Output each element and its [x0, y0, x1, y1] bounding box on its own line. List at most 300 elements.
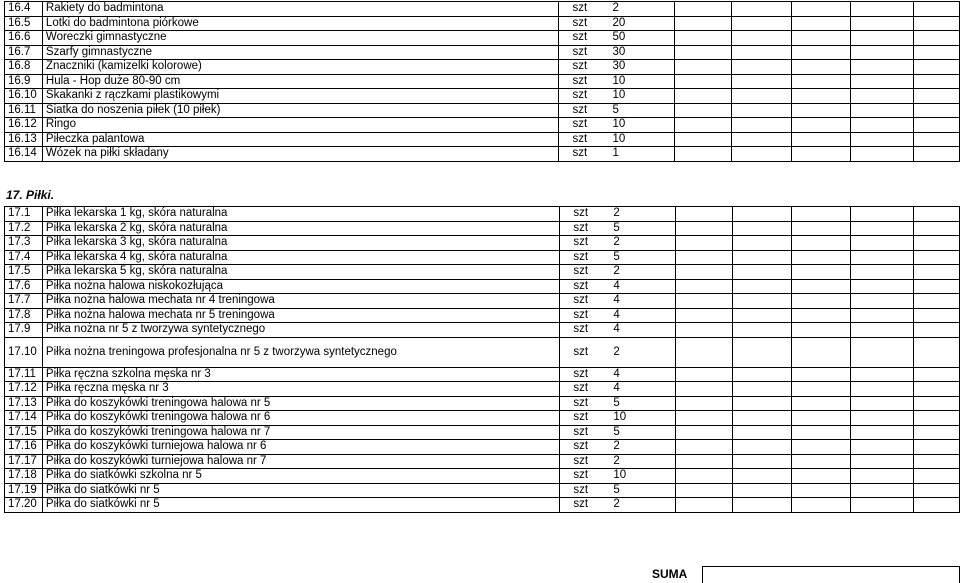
empty-cell[interactable] — [914, 74, 960, 89]
empty-cell[interactable] — [851, 265, 914, 280]
item-name: Ringo — [42, 118, 558, 133]
empty-cell[interactable] — [851, 440, 914, 455]
empty-cell[interactable] — [792, 498, 851, 513]
item-unit: szt — [560, 308, 602, 323]
empty-cell[interactable] — [732, 118, 791, 133]
empty-cell[interactable] — [675, 279, 732, 294]
empty-cell[interactable] — [732, 45, 791, 60]
empty-cell[interactable] — [791, 103, 850, 118]
table-row — [5, 31, 960, 46]
empty-cell[interactable] — [851, 308, 914, 323]
table-row — [5, 74, 960, 89]
item-unit: szt — [560, 207, 602, 222]
item-number: 16.7 — [5, 45, 43, 60]
empty-cell[interactable] — [675, 469, 732, 484]
empty-cell[interactable] — [914, 279, 960, 294]
empty-cell[interactable] — [914, 367, 960, 382]
empty-cell[interactable] — [675, 396, 732, 411]
item-number: 17.12 — [5, 382, 43, 397]
item-name: Piłka lekarska 2 kg, skóra naturalna — [42, 221, 559, 236]
empty-cell[interactable] — [851, 132, 914, 147]
empty-cell[interactable] — [851, 294, 914, 309]
empty-cell[interactable] — [732, 221, 791, 236]
empty-cell[interactable] — [851, 2, 914, 17]
empty-cell[interactable] — [732, 207, 791, 222]
item-name: Skakanki z rączkami plastikowymi — [42, 89, 558, 104]
suma-label: SUMA — [652, 567, 688, 581]
item-quantity: 20 — [600, 16, 674, 31]
item-quantity: 4 — [601, 279, 675, 294]
empty-cell[interactable] — [792, 265, 851, 280]
empty-cell[interactable] — [791, 89, 850, 104]
empty-cell[interactable] — [675, 132, 732, 147]
table-row — [5, 45, 960, 60]
item-number: 17.19 — [5, 483, 43, 498]
item-quantity: 10 — [600, 132, 674, 147]
item-name: Piłka ręczna szkolna męska nr 3 — [42, 367, 559, 382]
item-number: 17.18 — [5, 469, 43, 484]
empty-cell[interactable] — [675, 207, 732, 222]
empty-cell[interactable] — [851, 337, 914, 367]
item-number: 17.16 — [5, 440, 43, 455]
empty-cell[interactable] — [914, 337, 960, 367]
empty-cell[interactable] — [675, 483, 732, 498]
table-row — [5, 483, 960, 498]
item-quantity: 2 — [601, 498, 675, 513]
empty-cell[interactable] — [732, 132, 791, 147]
item-number: 16.12 — [5, 118, 43, 133]
table-body-16 — [5, 2, 960, 162]
empty-cell[interactable] — [851, 483, 914, 498]
empty-cell[interactable] — [791, 147, 850, 162]
empty-cell[interactable] — [732, 308, 791, 323]
empty-cell[interactable] — [675, 425, 732, 440]
empty-cell[interactable] — [732, 74, 791, 89]
empty-cell[interactable] — [914, 440, 960, 455]
empty-cell[interactable] — [914, 294, 960, 309]
table-row — [5, 469, 960, 484]
item-name: Woreczki gimnastyczne — [42, 31, 558, 46]
table-row — [5, 454, 960, 469]
item-name: Piłka lekarska 4 kg, skóra naturalna — [42, 250, 559, 265]
empty-cell[interactable] — [914, 60, 960, 75]
empty-cell[interactable] — [675, 31, 732, 46]
table-row — [5, 498, 960, 513]
empty-cell[interactable] — [914, 132, 960, 147]
empty-cell[interactable] — [914, 2, 960, 17]
empty-cell[interactable] — [791, 45, 850, 60]
empty-cell[interactable] — [914, 483, 960, 498]
empty-cell[interactable] — [914, 31, 960, 46]
item-number: 16.4 — [5, 2, 43, 17]
item-number: 17.6 — [5, 279, 43, 294]
item-number: 17.13 — [5, 396, 43, 411]
equipment-table-16 — [4, 1, 960, 162]
empty-cell[interactable] — [851, 45, 914, 60]
empty-cell[interactable] — [851, 382, 914, 397]
item-name: Piłeczka palantowa — [42, 132, 558, 147]
empty-cell[interactable] — [732, 469, 791, 484]
empty-cell[interactable] — [675, 118, 732, 133]
empty-cell[interactable] — [732, 454, 791, 469]
item-number: 17.9 — [5, 323, 43, 338]
empty-cell[interactable] — [732, 250, 791, 265]
item-unit: szt — [560, 454, 602, 469]
empty-cell[interactable] — [732, 236, 791, 251]
empty-cell[interactable] — [675, 294, 732, 309]
empty-cell[interactable] — [732, 440, 791, 455]
empty-cell[interactable] — [792, 236, 851, 251]
empty-cell[interactable] — [732, 396, 791, 411]
item-unit: szt — [560, 294, 602, 309]
item-number: 16.14 — [5, 147, 43, 162]
item-unit: szt — [560, 469, 602, 484]
empty-cell[interactable] — [732, 294, 791, 309]
item-number: 16.8 — [5, 60, 43, 75]
item-name: Piłka lekarska 3 kg, skóra naturalna — [42, 236, 559, 251]
item-quantity: 30 — [600, 45, 674, 60]
empty-cell[interactable] — [851, 469, 914, 484]
item-quantity: 4 — [601, 323, 675, 338]
empty-cell[interactable] — [792, 337, 851, 367]
empty-cell[interactable] — [675, 45, 732, 60]
item-unit: szt — [559, 45, 601, 60]
item-number: 16.13 — [5, 132, 43, 147]
empty-cell[interactable] — [792, 207, 851, 222]
table-row — [5, 411, 960, 426]
empty-cell[interactable] — [792, 308, 851, 323]
empty-cell[interactable] — [675, 498, 732, 513]
item-unit: szt — [560, 382, 602, 397]
item-quantity: 30 — [600, 60, 674, 75]
empty-cell[interactable] — [675, 454, 732, 469]
item-name: Piłka ręczna męska nr 3 — [42, 382, 559, 397]
empty-cell[interactable] — [914, 236, 960, 251]
empty-cell[interactable] — [914, 118, 960, 133]
empty-cell[interactable] — [851, 103, 914, 118]
item-quantity: 4 — [601, 367, 675, 382]
item-name: Rakiety do badmintona — [42, 2, 558, 17]
item-number: 17.8 — [5, 308, 43, 323]
empty-cell[interactable] — [792, 367, 851, 382]
item-unit: szt — [559, 60, 601, 75]
item-quantity: 5 — [601, 250, 675, 265]
item-name: Piłka nożna nr 5 z tworzywa syntetycznego — [42, 323, 559, 338]
empty-cell[interactable] — [675, 250, 732, 265]
empty-cell[interactable] — [914, 454, 960, 469]
item-number: 17.10 — [5, 337, 43, 367]
empty-cell[interactable] — [851, 118, 914, 133]
empty-cell[interactable] — [851, 454, 914, 469]
empty-cell[interactable] — [675, 16, 732, 31]
empty-cell[interactable] — [792, 323, 851, 338]
empty-cell[interactable] — [791, 60, 850, 75]
table-row — [5, 221, 960, 236]
item-unit: szt — [560, 483, 602, 498]
empty-cell[interactable] — [791, 132, 850, 147]
empty-cell[interactable] — [851, 16, 914, 31]
item-quantity: 50 — [600, 31, 674, 46]
empty-cell[interactable] — [792, 483, 851, 498]
table-row — [5, 147, 960, 162]
table-row — [5, 250, 960, 265]
empty-cell[interactable] — [732, 323, 791, 338]
item-unit: szt — [559, 103, 601, 118]
item-unit: szt — [560, 425, 602, 440]
empty-cell[interactable] — [732, 411, 791, 426]
empty-cell[interactable] — [675, 323, 732, 338]
item-name: Piłka nożna halowa mechata nr 4 treningowa — [42, 294, 559, 309]
item-quantity: 10 — [600, 74, 674, 89]
empty-cell[interactable] — [792, 382, 851, 397]
empty-cell[interactable] — [675, 308, 732, 323]
item-unit: szt — [559, 74, 601, 89]
empty-cell[interactable] — [675, 147, 732, 162]
table-row — [5, 60, 960, 75]
empty-cell[interactable] — [732, 147, 791, 162]
item-name: Piłka do siatkówki nr 5 — [42, 498, 559, 513]
empty-cell[interactable] — [675, 60, 732, 75]
item-unit: szt — [560, 411, 602, 426]
item-unit: szt — [559, 132, 601, 147]
empty-cell[interactable] — [851, 367, 914, 382]
empty-cell[interactable] — [675, 89, 732, 104]
empty-cell[interactable] — [792, 425, 851, 440]
item-number: 17.20 — [5, 498, 43, 513]
table-row — [5, 279, 960, 294]
empty-cell[interactable] — [851, 411, 914, 426]
table-row — [5, 382, 960, 397]
item-number: 16.9 — [5, 74, 43, 89]
item-unit: szt — [559, 147, 601, 162]
empty-cell[interactable] — [732, 265, 791, 280]
item-unit: szt — [559, 2, 601, 17]
empty-cell[interactable] — [914, 147, 960, 162]
empty-cell[interactable] — [675, 411, 732, 426]
empty-cell[interactable] — [732, 382, 791, 397]
empty-cell[interactable] — [851, 323, 914, 338]
empty-cell[interactable] — [792, 250, 851, 265]
empty-cell[interactable] — [851, 396, 914, 411]
empty-cell[interactable] — [914, 16, 960, 31]
item-unit: szt — [560, 236, 602, 251]
empty-cell[interactable] — [675, 265, 732, 280]
empty-cell[interactable] — [914, 469, 960, 484]
table-row — [5, 236, 960, 251]
empty-cell[interactable] — [732, 2, 791, 17]
empty-cell[interactable] — [914, 308, 960, 323]
item-number: 17.17 — [5, 454, 43, 469]
empty-cell[interactable] — [791, 2, 850, 17]
item-name: Piłka do koszykówki treningowa halowa nr 5 — [42, 396, 559, 411]
item-unit: szt — [559, 31, 601, 46]
item-quantity: 2 — [601, 265, 675, 280]
item-quantity: 10 — [601, 469, 675, 484]
suma-value-cell[interactable] — [702, 566, 960, 583]
item-number: 16.6 — [5, 31, 43, 46]
empty-cell[interactable] — [851, 425, 914, 440]
empty-cell[interactable] — [732, 60, 791, 75]
item-number: 17.11 — [5, 367, 43, 382]
item-name: Wózek na piłki składany — [42, 147, 558, 162]
item-name: Piłka do siatkówki szkolna nr 5 — [42, 469, 559, 484]
item-quantity: 2 — [600, 2, 674, 17]
item-unit: szt — [560, 323, 602, 338]
item-unit: szt — [560, 337, 602, 367]
empty-cell[interactable] — [914, 498, 960, 513]
item-unit: szt — [559, 118, 601, 133]
table-row — [5, 323, 960, 338]
item-unit: szt — [560, 396, 602, 411]
empty-cell[interactable] — [791, 118, 850, 133]
empty-cell[interactable] — [792, 396, 851, 411]
empty-cell[interactable] — [851, 147, 914, 162]
item-name: Piłka nożna halowa mechata nr 5 treningowa — [42, 308, 559, 323]
empty-cell[interactable] — [675, 440, 732, 455]
empty-cell[interactable] — [732, 337, 791, 367]
empty-cell[interactable] — [732, 103, 791, 118]
item-quantity: 2 — [601, 207, 675, 222]
item-name: Hula - Hop duże 80-90 cm — [42, 74, 558, 89]
empty-cell[interactable] — [732, 498, 791, 513]
table-row — [5, 2, 960, 17]
table-row — [5, 396, 960, 411]
item-quantity: 10 — [601, 411, 675, 426]
item-unit: szt — [559, 89, 601, 104]
empty-cell[interactable] — [675, 367, 732, 382]
item-number: 17.3 — [5, 236, 43, 251]
item-name: Szarfy gimnastyczne — [42, 45, 558, 60]
item-unit: szt — [560, 250, 602, 265]
empty-cell[interactable] — [732, 89, 791, 104]
item-number: 17.5 — [5, 265, 43, 280]
item-number: 16.5 — [5, 16, 43, 31]
table-row — [5, 265, 960, 280]
empty-cell[interactable] — [851, 60, 914, 75]
empty-cell[interactable] — [914, 411, 960, 426]
item-quantity: 5 — [600, 103, 674, 118]
item-name: Piłka lekarska 5 kg, skóra naturalna — [42, 265, 559, 280]
item-quantity: 4 — [601, 382, 675, 397]
empty-cell[interactable] — [675, 103, 732, 118]
empty-cell[interactable] — [675, 382, 732, 397]
item-quantity: 1 — [600, 147, 674, 162]
item-number: 16.10 — [5, 89, 43, 104]
item-number: 17.14 — [5, 411, 43, 426]
table-row — [5, 89, 960, 104]
empty-cell[interactable] — [792, 469, 851, 484]
empty-cell[interactable] — [791, 74, 850, 89]
item-quantity: 10 — [600, 118, 674, 133]
table-row — [5, 294, 960, 309]
item-unit: szt — [559, 16, 601, 31]
item-quantity: 5 — [601, 425, 675, 440]
table-row — [5, 132, 960, 147]
empty-cell[interactable] — [791, 31, 850, 46]
item-name: Piłka nożna treningowa profesjonalna nr 5 z tworzywa syntetycznego — [42, 337, 559, 367]
item-number: 17.4 — [5, 250, 43, 265]
table-row — [5, 440, 960, 455]
item-quantity: 2 — [601, 337, 675, 367]
empty-cell[interactable] — [914, 221, 960, 236]
equipment-table-17 — [4, 206, 960, 513]
empty-cell[interactable] — [914, 323, 960, 338]
table-row — [5, 367, 960, 382]
empty-cell[interactable] — [675, 236, 732, 251]
table-row — [5, 16, 960, 31]
empty-cell[interactable] — [792, 221, 851, 236]
empty-cell[interactable] — [732, 367, 791, 382]
item-name: Siatka do noszenia piłek (10 piłek) — [42, 103, 558, 118]
item-quantity: 2 — [601, 454, 675, 469]
item-quantity: 2 — [601, 236, 675, 251]
empty-cell[interactable] — [851, 221, 914, 236]
item-name: Lotki do badmintona piórkowe — [42, 16, 558, 31]
empty-cell[interactable] — [851, 279, 914, 294]
item-name: Piłka do koszykówki turniejowa halowa nr 7 — [42, 454, 559, 469]
item-quantity: 4 — [601, 294, 675, 309]
empty-cell[interactable] — [851, 74, 914, 89]
item-quantity: 4 — [601, 308, 675, 323]
empty-cell[interactable] — [732, 16, 791, 31]
empty-cell[interactable] — [675, 221, 732, 236]
item-unit: szt — [560, 221, 602, 236]
empty-cell[interactable] — [792, 411, 851, 426]
item-name: Piłka do koszykówki treningowa halowa nr 7 — [42, 425, 559, 440]
empty-cell[interactable] — [792, 454, 851, 469]
empty-cell[interactable] — [675, 74, 732, 89]
empty-cell[interactable] — [914, 382, 960, 397]
empty-cell[interactable] — [792, 294, 851, 309]
empty-cell[interactable] — [732, 31, 791, 46]
item-number: 17.7 — [5, 294, 43, 309]
empty-cell[interactable] — [732, 279, 791, 294]
empty-cell[interactable] — [914, 103, 960, 118]
empty-cell[interactable] — [851, 89, 914, 104]
item-unit: szt — [560, 498, 602, 513]
item-unit: szt — [560, 265, 602, 280]
empty-cell[interactable] — [914, 425, 960, 440]
empty-cell[interactable] — [675, 2, 732, 17]
item-name: Piłka nożna halowa niskokozłująca — [42, 279, 559, 294]
empty-cell[interactable] — [851, 207, 914, 222]
table-row — [5, 308, 960, 323]
empty-cell[interactable] — [914, 207, 960, 222]
item-name: Piłka do siatkówki nr 5 — [42, 483, 559, 498]
empty-cell[interactable] — [851, 236, 914, 251]
item-quantity: 2 — [601, 440, 675, 455]
empty-cell[interactable] — [914, 250, 960, 265]
empty-cell[interactable] — [914, 396, 960, 411]
empty-cell[interactable] — [792, 440, 851, 455]
empty-cell[interactable] — [732, 425, 791, 440]
item-number: 17.15 — [5, 425, 43, 440]
item-unit: szt — [560, 367, 602, 382]
empty-cell[interactable] — [851, 498, 914, 513]
empty-cell[interactable] — [792, 279, 851, 294]
empty-cell[interactable] — [732, 483, 791, 498]
table-row — [5, 425, 960, 440]
empty-cell[interactable] — [914, 45, 960, 60]
empty-cell[interactable] — [675, 337, 732, 367]
empty-cell[interactable] — [851, 250, 914, 265]
item-quantity: 10 — [600, 89, 674, 104]
empty-cell[interactable] — [851, 31, 914, 46]
empty-cell[interactable] — [791, 16, 850, 31]
empty-cell[interactable] — [914, 89, 960, 104]
empty-cell[interactable] — [914, 265, 960, 280]
item-name: Piłka do koszykówki treningowa halowa nr 6 — [42, 411, 559, 426]
